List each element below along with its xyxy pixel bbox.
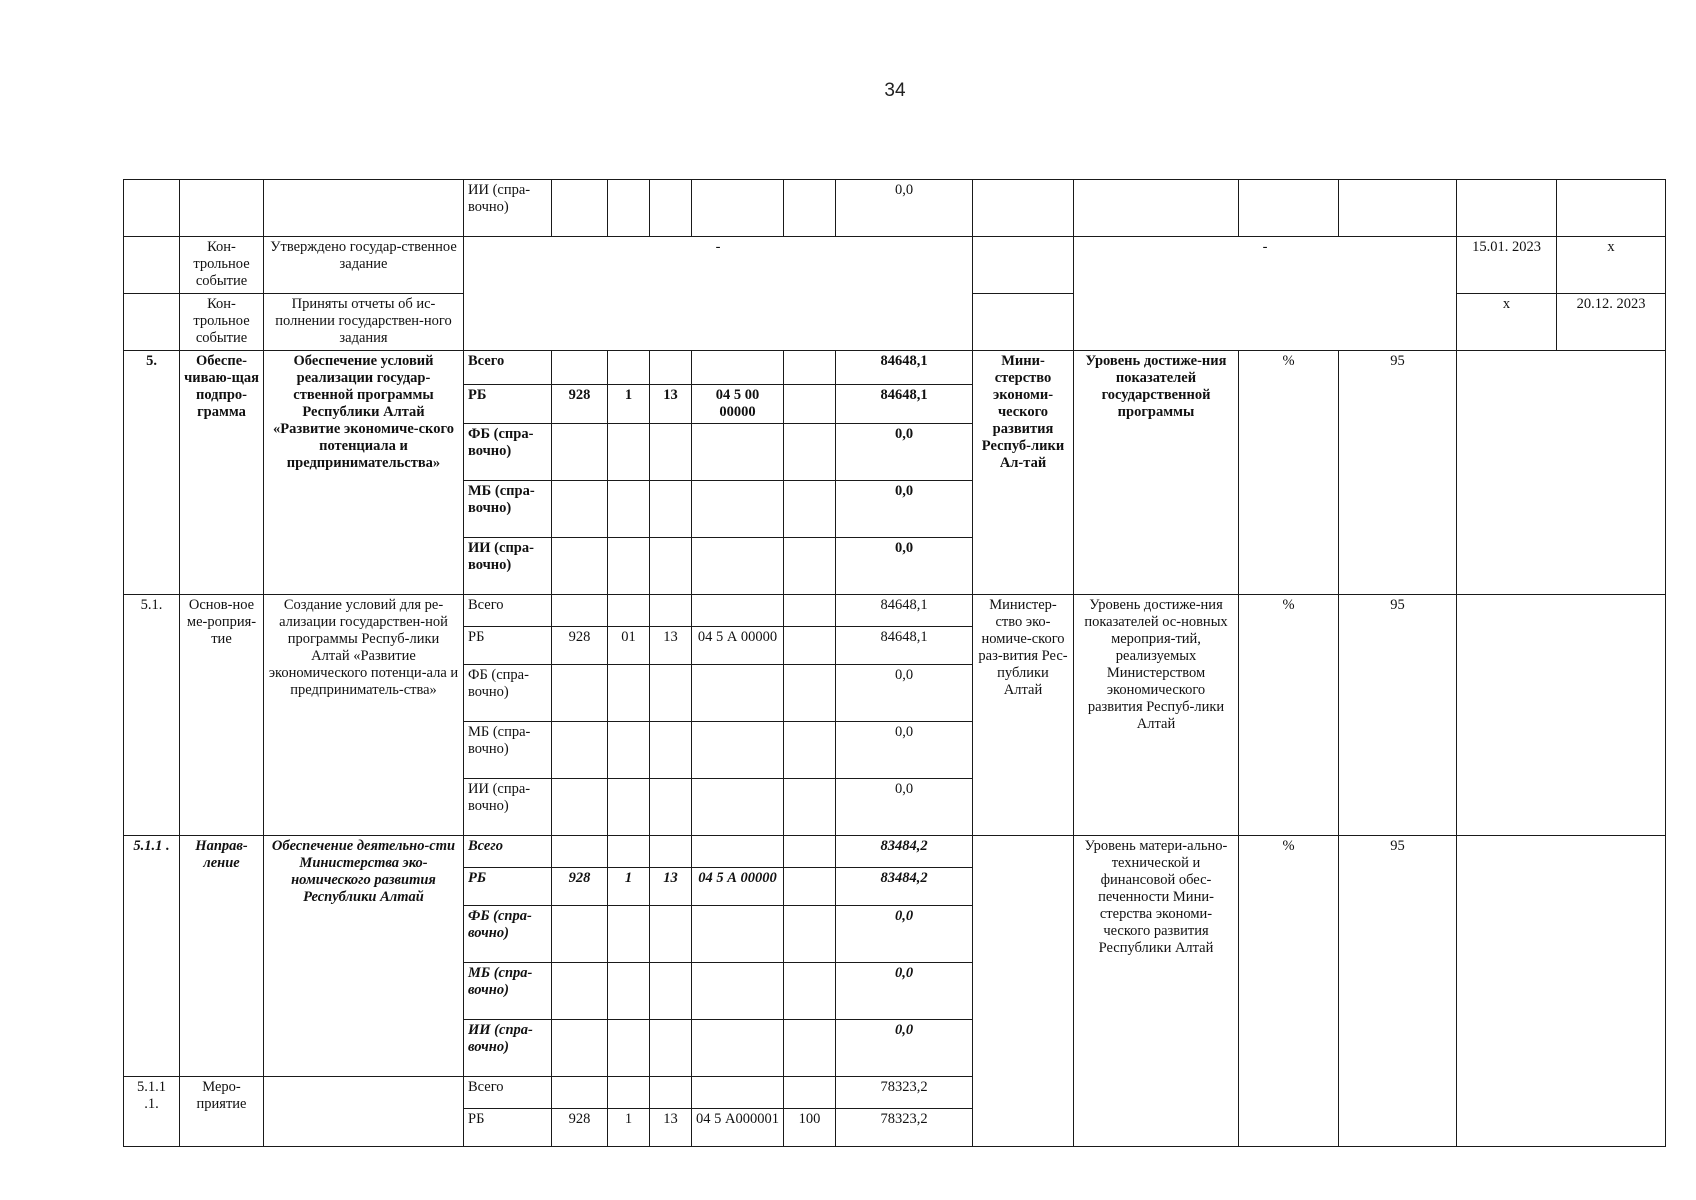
code-cell: [608, 665, 650, 722]
code-cell: [608, 595, 650, 627]
target-value: 95: [1339, 595, 1457, 836]
code-cell: [608, 351, 650, 385]
cell: [1339, 180, 1457, 237]
code-cell: [784, 481, 836, 538]
amount-cell: 0,0: [836, 538, 973, 595]
code-cell: [692, 963, 784, 1020]
source-cell: Всего: [464, 836, 552, 868]
table-row: [124, 237, 1666, 294]
row-type: Основ-ное ме-роприя-тие: [180, 595, 264, 836]
row-number: 5.1.: [124, 595, 180, 836]
cell: [1457, 180, 1557, 237]
code-cell: [552, 779, 608, 836]
table-row: [124, 180, 1666, 237]
code-cell: [692, 722, 784, 779]
code-cell: [608, 906, 650, 963]
source-cell: ФБ (спра-вочно): [464, 665, 552, 722]
event-name: Приняты отчеты об ис-полнении государствен-ного задания: [264, 294, 464, 351]
table-row: [124, 351, 1666, 385]
code-cell: [692, 481, 784, 538]
cell: [124, 180, 180, 237]
code-cell: [552, 722, 608, 779]
source-cell: РБ: [464, 627, 552, 665]
cell: [784, 180, 836, 237]
code-cell: 928: [552, 627, 608, 665]
code-cell: [608, 1077, 650, 1109]
code-cell: [692, 424, 784, 481]
cell: [1557, 180, 1666, 237]
code-cell: [552, 1077, 608, 1109]
cell: [1457, 836, 1666, 1147]
amount-cell: 84648,1: [836, 351, 973, 385]
cell: [1074, 294, 1457, 351]
code-cell: [650, 424, 692, 481]
code-cell: [650, 779, 692, 836]
row-type: Обеспе-чиваю-щая подпро-грамма: [180, 351, 264, 595]
code-cell: [784, 351, 836, 385]
amount-cell: 83484,2: [836, 868, 973, 906]
amount-cell: 83484,2: [836, 836, 973, 868]
code-cell: [552, 538, 608, 595]
code-cell: 04 5 А 00000: [692, 868, 784, 906]
source-cell: ИИ (спра-вочно): [464, 538, 552, 595]
executor: Мини-стерство экономи-ческого развития Респуб-лики Ал-тай: [973, 351, 1074, 595]
cell: [180, 180, 264, 237]
indicator: Уровень достиже-ния показателей государственной программы: [1074, 351, 1239, 595]
cell: [650, 180, 692, 237]
source-cell: ИИ (спра-вочно): [464, 180, 552, 237]
unit: %: [1239, 836, 1339, 1147]
event-dash: -: [1074, 237, 1457, 294]
code-cell: 1: [608, 1109, 650, 1147]
source-cell: Всего: [464, 351, 552, 385]
code-cell: 1: [608, 868, 650, 906]
amount-cell: 0,0: [836, 424, 973, 481]
source-cell: ИИ (спра-вочно): [464, 779, 552, 836]
code-cell: [552, 481, 608, 538]
row-name: Создание условий для ре-ализации государствен-ной программы Респуб-лики Алтай «Развитие экономического потенци-ала и предприниматель-ства»: [264, 595, 464, 836]
amount-cell: 84648,1: [836, 627, 973, 665]
executor: Министер-ство эко-номиче-ского раз-вития Рес-публики Алтай: [973, 595, 1074, 836]
code-cell: [784, 1077, 836, 1109]
cell: [124, 294, 180, 351]
source-cell: ФБ (спра-вочно): [464, 906, 552, 963]
row-name: Обеспечение деятельно-сти Министерства эко-номического развития Республики Алтай: [264, 836, 464, 1077]
code-cell: 13: [650, 1109, 692, 1147]
code-cell: [692, 665, 784, 722]
code-cell: [692, 1077, 784, 1109]
code-cell: [784, 836, 836, 868]
event-date-end: х: [1557, 237, 1666, 294]
amount-cell: 0,0: [836, 963, 973, 1020]
row-name: Обеспечение условий реализации государ-ственной программы Республики Алтай «Развитие экономиче-ского потенциала и предпринимательства»: [264, 351, 464, 595]
code-cell: [784, 538, 836, 595]
cell: [973, 180, 1074, 237]
row-number: 5.1.1 .: [124, 836, 180, 1077]
code-cell: [692, 779, 784, 836]
amount-cell: 78323,2: [836, 1077, 973, 1109]
code-cell: 13: [650, 868, 692, 906]
event-name: Утверждено государ-ственное задание: [264, 237, 464, 294]
amount-cell: 0,0: [836, 481, 973, 538]
amount-cell: 0,0: [836, 180, 973, 237]
code-cell: [650, 595, 692, 627]
code-cell: [608, 963, 650, 1020]
cell: [124, 237, 180, 294]
code-cell: [552, 595, 608, 627]
code-cell: 13: [650, 627, 692, 665]
code-cell: 01: [608, 627, 650, 665]
executor: [973, 836, 1074, 1147]
amount-cell: 78323,2: [836, 1109, 973, 1147]
code-cell: [692, 595, 784, 627]
code-cell: [650, 963, 692, 1020]
code-cell: [784, 385, 836, 424]
code-cell: [608, 836, 650, 868]
amount-cell: 84648,1: [836, 595, 973, 627]
source-cell: МБ (спра-вочно): [464, 963, 552, 1020]
code-cell: 04 5 А 00000: [692, 627, 784, 665]
amount-cell: 0,0: [836, 665, 973, 722]
source-cell: Всего: [464, 595, 552, 627]
amount-cell: 84648,1: [836, 385, 973, 424]
code-cell: [552, 963, 608, 1020]
source-cell: РБ: [464, 385, 552, 424]
code-cell: [784, 868, 836, 906]
source-cell: ИИ (спра-вочно): [464, 1020, 552, 1077]
code-cell: 928: [552, 385, 608, 424]
cell: [552, 180, 608, 237]
indicator: Уровень матери-ально-технической и финансовой обес-печенности Мини-стерства экономи-ческого развития Республики Алтай: [1074, 836, 1239, 1147]
code-cell: [692, 351, 784, 385]
page-number: 34: [884, 80, 906, 101]
code-cell: [784, 779, 836, 836]
row-number: 5.1.1 .1.: [124, 1077, 180, 1147]
code-cell: 928: [552, 868, 608, 906]
table-row: [124, 294, 1666, 351]
code-cell: 100: [784, 1109, 836, 1147]
code-cell: [692, 836, 784, 868]
event-date-start: х: [1457, 294, 1557, 351]
source-cell: МБ (спра-вочно): [464, 481, 552, 538]
cell: [464, 294, 973, 351]
row-name: [264, 1077, 464, 1147]
table-row: [124, 836, 1666, 868]
code-cell: [692, 1020, 784, 1077]
event-type: Кон-трольное событие: [180, 294, 264, 351]
unit: %: [1239, 351, 1339, 595]
code-cell: [784, 906, 836, 963]
code-cell: [650, 906, 692, 963]
row-type: Меро-приятие: [180, 1077, 264, 1147]
amount-cell: 0,0: [836, 722, 973, 779]
code-cell: [650, 1020, 692, 1077]
code-cell: [608, 779, 650, 836]
code-cell: [784, 424, 836, 481]
program-table: [123, 179, 1666, 1147]
code-cell: [650, 538, 692, 595]
code-cell: [608, 424, 650, 481]
code-cell: [552, 424, 608, 481]
code-cell: [552, 906, 608, 963]
code-cell: [552, 836, 608, 868]
code-cell: [650, 1077, 692, 1109]
cell: [1239, 180, 1339, 237]
source-cell: Всего: [464, 1077, 552, 1109]
code-cell: [784, 665, 836, 722]
target-value: 95: [1339, 351, 1457, 595]
code-cell: [608, 722, 650, 779]
amount-cell: 0,0: [836, 906, 973, 963]
code-cell: [784, 627, 836, 665]
cell: [973, 237, 1074, 294]
amount-cell: 0,0: [836, 779, 973, 836]
code-cell: [552, 351, 608, 385]
cell: [692, 180, 784, 237]
code-cell: [608, 1020, 650, 1077]
source-cell: МБ (спра-вочно): [464, 722, 552, 779]
code-cell: 1: [608, 385, 650, 424]
event-date-end: 20.12. 2023: [1557, 294, 1666, 351]
code-cell: [552, 1020, 608, 1077]
indicator: Уровень достиже-ния показателей ос-новных мероприя-тий, реализуемых Министерством экономического развития Респуб-лики Алтай: [1074, 595, 1239, 836]
code-cell: [650, 665, 692, 722]
row-number: 5.: [124, 351, 180, 595]
code-cell: [650, 351, 692, 385]
code-cell: [650, 481, 692, 538]
cell: [264, 180, 464, 237]
code-cell: [608, 481, 650, 538]
cell: [1074, 180, 1239, 237]
code-cell: 04 5 00 00000: [692, 385, 784, 424]
amount-cell: 0,0: [836, 1020, 973, 1077]
source-cell: РБ: [464, 868, 552, 906]
table-row: [124, 595, 1666, 627]
cell: [608, 180, 650, 237]
code-cell: [552, 665, 608, 722]
code-cell: [784, 963, 836, 1020]
event-type: Кон-трольное событие: [180, 237, 264, 294]
code-cell: [784, 722, 836, 779]
code-cell: 04 5 А000001: [692, 1109, 784, 1147]
event-dash: -: [464, 237, 973, 294]
source-cell: ФБ (спра-вочно): [464, 424, 552, 481]
code-cell: [692, 906, 784, 963]
event-date-start: 15.01. 2023: [1457, 237, 1557, 294]
cell: [1457, 595, 1666, 836]
code-cell: 928: [552, 1109, 608, 1147]
code-cell: [650, 722, 692, 779]
code-cell: [692, 538, 784, 595]
source-cell: РБ: [464, 1109, 552, 1147]
unit: %: [1239, 595, 1339, 836]
cell: [973, 294, 1074, 351]
code-cell: [608, 538, 650, 595]
code-cell: [650, 836, 692, 868]
code-cell: [784, 1020, 836, 1077]
code-cell: 13: [650, 385, 692, 424]
cell: [1457, 351, 1666, 595]
code-cell: [784, 595, 836, 627]
row-type: Направ-ление: [180, 836, 264, 1077]
target-value: 95: [1339, 836, 1457, 1147]
